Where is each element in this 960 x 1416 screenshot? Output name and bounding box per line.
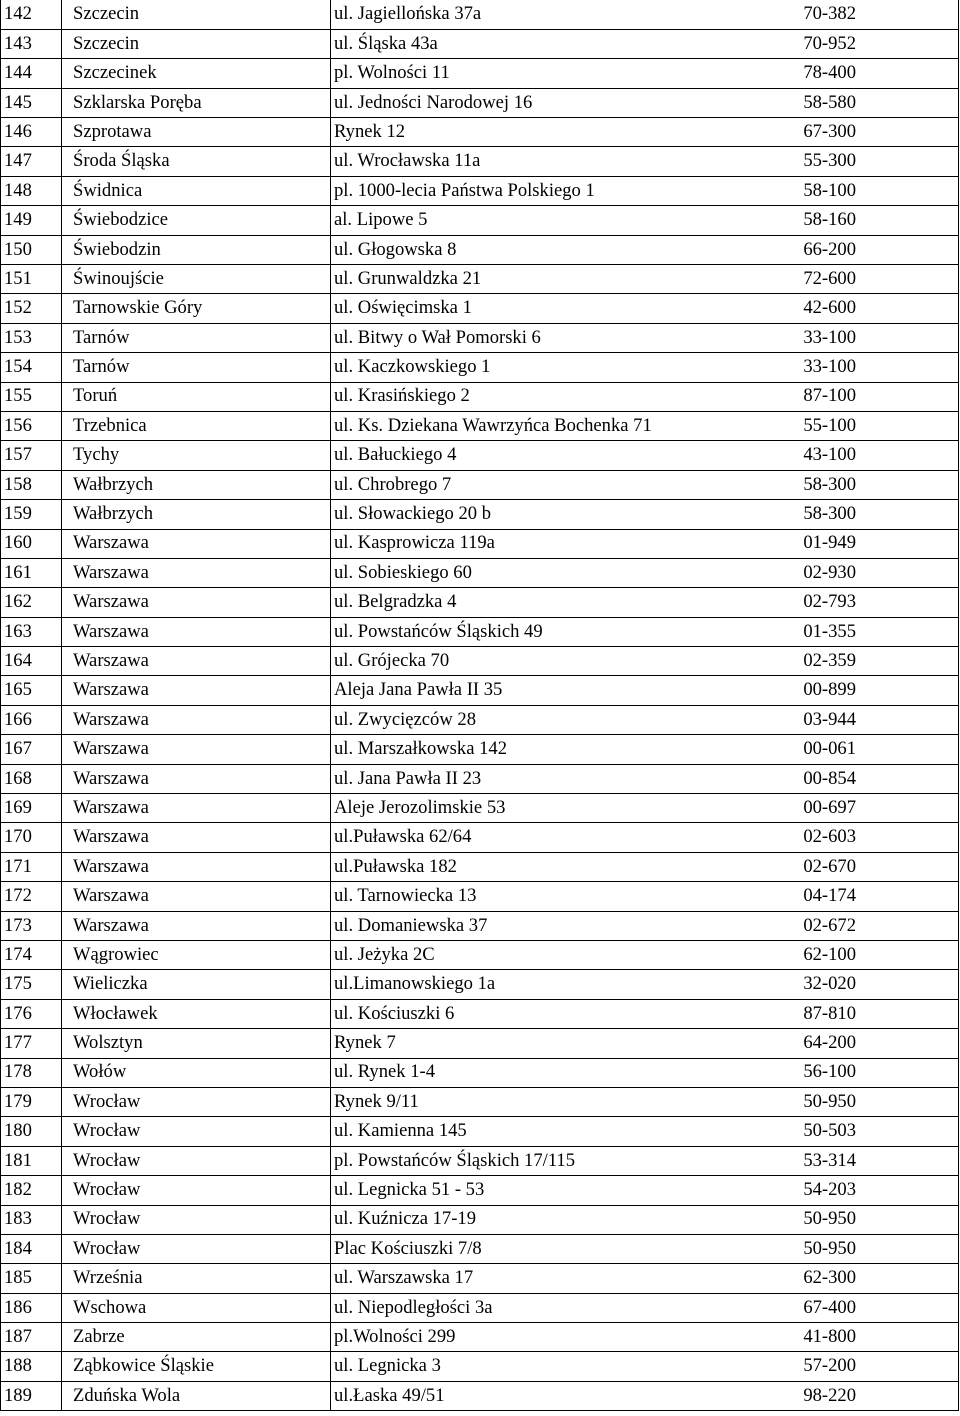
postal-code-cell: 00-854 (737, 764, 959, 793)
address-cell: ul. Grunwaldzka 21 (331, 265, 737, 294)
postal-code-cell: 42-600 (737, 294, 959, 323)
row-number: 175 (1, 970, 62, 999)
address-cell: ul. Śląska 43a (331, 29, 737, 58)
city-cell: Wrocław (62, 1146, 331, 1175)
table-row (1, 265, 959, 294)
table-row (1, 323, 959, 352)
city-cell: Świebodzice (62, 206, 331, 235)
city-cell: Tarnów (62, 323, 331, 352)
row-number: 156 (1, 411, 62, 440)
postal-code-cell: 01-355 (737, 617, 959, 646)
address-cell: ul.Łaska 49/51 (331, 1381, 737, 1410)
row-number: 154 (1, 353, 62, 382)
row-number: 170 (1, 823, 62, 852)
postal-code-cell: 70-382 (737, 0, 959, 29)
table-row (1, 88, 959, 117)
table-row (1, 1381, 959, 1410)
row-number: 173 (1, 911, 62, 940)
address-cell: ul. Domaniewska 37 (331, 911, 737, 940)
city-cell: Warszawa (62, 823, 331, 852)
row-number: 149 (1, 206, 62, 235)
postal-code-cell: 33-100 (737, 323, 959, 352)
row-number: 183 (1, 1205, 62, 1234)
address-cell: ul. Kaczkowskiego 1 (331, 353, 737, 382)
city-cell: Świebodzin (62, 235, 331, 264)
city-cell: Wałbrzych (62, 500, 331, 529)
postal-code-cell: 56-100 (737, 1058, 959, 1087)
table-row (1, 176, 959, 205)
postal-code-cell: 02-793 (737, 588, 959, 617)
address-cell: ul. Jana Pawła II 23 (331, 764, 737, 793)
table-row (1, 1323, 959, 1352)
city-cell: Wrocław (62, 1176, 331, 1205)
row-number: 158 (1, 470, 62, 499)
table-row (1, 852, 959, 881)
row-number: 153 (1, 323, 62, 352)
table-row (1, 470, 959, 499)
row-number: 143 (1, 29, 62, 58)
address-cell: pl. 1000-lecia Państwa Polskiego 1 (331, 176, 737, 205)
postal-code-cell: 57-200 (737, 1352, 959, 1381)
postal-code-cell: 66-200 (737, 235, 959, 264)
city-cell: Trzebnica (62, 411, 331, 440)
city-cell: Zduńska Wola (62, 1381, 331, 1410)
table-row (1, 1058, 959, 1087)
table-row (1, 588, 959, 617)
address-cell: ul. Tarnowiecka 13 (331, 882, 737, 911)
row-number: 189 (1, 1381, 62, 1410)
city-cell: Warszawa (62, 705, 331, 734)
table-row (1, 999, 959, 1028)
city-cell: Wrocław (62, 1234, 331, 1263)
postal-code-cell: 33-100 (737, 353, 959, 382)
table-row (1, 1029, 959, 1058)
city-cell: Warszawa (62, 558, 331, 587)
postal-code-cell: 58-580 (737, 88, 959, 117)
row-number: 159 (1, 500, 62, 529)
city-cell: Wołów (62, 1058, 331, 1087)
address-cell: Aleja Jana Pawła II 35 (331, 676, 737, 705)
postal-code-cell: 02-672 (737, 911, 959, 940)
address-cell: ul. Słowackiego 20 b (331, 500, 737, 529)
city-cell: Warszawa (62, 882, 331, 911)
address-cell: ul.Puławska 182 (331, 852, 737, 881)
table-row (1, 558, 959, 587)
table-row (1, 1352, 959, 1381)
postal-code-cell: 54-203 (737, 1176, 959, 1205)
address-cell: Aleje Jerozolimskie 53 (331, 794, 737, 823)
table-row (1, 794, 959, 823)
table-row (1, 705, 959, 734)
address-cell: ul. Belgradzka 4 (331, 588, 737, 617)
city-cell: Tarnów (62, 353, 331, 382)
row-number: 164 (1, 647, 62, 676)
row-number: 177 (1, 1029, 62, 1058)
table-row (1, 529, 959, 558)
city-cell: Włocławek (62, 999, 331, 1028)
postal-code-cell: 04-174 (737, 882, 959, 911)
postal-code-cell: 50-503 (737, 1117, 959, 1146)
row-number: 165 (1, 676, 62, 705)
postal-code-cell: 32-020 (737, 970, 959, 999)
row-number: 167 (1, 735, 62, 764)
row-number: 157 (1, 441, 62, 470)
address-cell: ul. Legnicka 51 - 53 (331, 1176, 737, 1205)
address-cell: pl. Wolności 11 (331, 59, 737, 88)
table-row (1, 206, 959, 235)
city-cell: Wschowa (62, 1293, 331, 1322)
postal-code-cell: 00-899 (737, 676, 959, 705)
table-row (1, 676, 959, 705)
address-cell: ul.Limanowskiego 1a (331, 970, 737, 999)
row-number: 172 (1, 882, 62, 911)
city-cell: Ząbkowice Śląskie (62, 1352, 331, 1381)
postal-code-cell: 58-100 (737, 176, 959, 205)
row-number: 145 (1, 88, 62, 117)
city-cell: Warszawa (62, 676, 331, 705)
row-number: 142 (1, 0, 62, 29)
row-number: 166 (1, 705, 62, 734)
postal-code-cell: 50-950 (737, 1205, 959, 1234)
address-cell: ul. Wrocławska 11a (331, 147, 737, 176)
city-cell: Tarnowskie Góry (62, 294, 331, 323)
row-number: 169 (1, 794, 62, 823)
row-number: 171 (1, 852, 62, 881)
address-cell: ul. Krasińskiego 2 (331, 382, 737, 411)
address-cell: ul. Bitwy o Wał Pomorski 6 (331, 323, 737, 352)
row-number: 188 (1, 1352, 62, 1381)
row-number: 176 (1, 999, 62, 1028)
table-row (1, 911, 959, 940)
table-row (1, 647, 959, 676)
table-row (1, 59, 959, 88)
postal-code-cell: 62-300 (737, 1264, 959, 1293)
row-number: 148 (1, 176, 62, 205)
row-number: 185 (1, 1264, 62, 1293)
city-cell: Warszawa (62, 735, 331, 764)
city-cell: Wieliczka (62, 970, 331, 999)
address-cell: ul. Warszawska 17 (331, 1264, 737, 1293)
table-row (1, 0, 959, 29)
postal-code-cell: 02-930 (737, 558, 959, 587)
city-cell: Szczecinek (62, 59, 331, 88)
address-cell: ul. Kościuszki 6 (331, 999, 737, 1028)
table-row (1, 1146, 959, 1175)
address-cell: ul.Puławska 62/64 (331, 823, 737, 852)
table-row (1, 1176, 959, 1205)
city-cell: Wrocław (62, 1087, 331, 1116)
row-number: 155 (1, 382, 62, 411)
postal-code-cell: 50-950 (737, 1087, 959, 1116)
postal-code-cell: 87-100 (737, 382, 959, 411)
row-number: 179 (1, 1087, 62, 1116)
city-cell: Szklarska Poręba (62, 88, 331, 117)
row-number: 168 (1, 764, 62, 793)
table-row (1, 147, 959, 176)
table-row (1, 382, 959, 411)
address-table-body (1, 0, 959, 1411)
table-row (1, 500, 959, 529)
postal-code-cell: 58-300 (737, 500, 959, 529)
postal-code-cell: 64-200 (737, 1029, 959, 1058)
address-cell: ul. Legnicka 3 (331, 1352, 737, 1381)
table-row (1, 941, 959, 970)
address-cell: ul. Sobieskiego 60 (331, 558, 737, 587)
city-cell: Wrocław (62, 1205, 331, 1234)
city-cell: Warszawa (62, 852, 331, 881)
postal-code-cell: 62-100 (737, 941, 959, 970)
city-cell: Zabrze (62, 1323, 331, 1352)
table-row (1, 1087, 959, 1116)
city-cell: Tychy (62, 441, 331, 470)
table-row (1, 1117, 959, 1146)
address-cell: ul. Głogowska 8 (331, 235, 737, 264)
city-cell: Warszawa (62, 764, 331, 793)
postal-code-cell: 43-100 (737, 441, 959, 470)
postal-code-cell: 55-300 (737, 147, 959, 176)
table-row (1, 617, 959, 646)
address-cell: ul. Niepodległości 3a (331, 1293, 737, 1322)
city-cell: Wałbrzych (62, 470, 331, 499)
city-cell: Wolsztyn (62, 1029, 331, 1058)
row-number: 146 (1, 118, 62, 147)
row-number: 161 (1, 558, 62, 587)
address-cell: ul. Rynek 1-4 (331, 1058, 737, 1087)
row-number: 186 (1, 1293, 62, 1322)
row-number: 162 (1, 588, 62, 617)
table-row (1, 1293, 959, 1322)
address-cell: ul. Jagiellońska 37a (331, 0, 737, 29)
address-cell: pl. Powstańców Śląskich 17/115 (331, 1146, 737, 1175)
table-row (1, 735, 959, 764)
city-cell: Świnoujście (62, 265, 331, 294)
postal-code-cell: 72-600 (737, 265, 959, 294)
address-cell: ul. Kuźnicza 17-19 (331, 1205, 737, 1234)
postal-code-cell: 58-300 (737, 470, 959, 499)
table-row (1, 1264, 959, 1293)
city-cell: Warszawa (62, 588, 331, 617)
address-cell: ul. Kamienna 145 (331, 1117, 737, 1146)
postal-code-cell: 41-800 (737, 1323, 959, 1352)
address-cell: ul. Powstańców Śląskich 49 (331, 617, 737, 646)
postal-code-cell: 78-400 (737, 59, 959, 88)
address-cell: Rynek 7 (331, 1029, 737, 1058)
table-row (1, 970, 959, 999)
city-cell: Wągrowiec (62, 941, 331, 970)
row-number: 147 (1, 147, 62, 176)
address-cell: ul. Kasprowicza 119a (331, 529, 737, 558)
table-row (1, 118, 959, 147)
row-number: 178 (1, 1058, 62, 1087)
row-number: 160 (1, 529, 62, 558)
address-cell: ul. Chrobrego 7 (331, 470, 737, 499)
row-number: 187 (1, 1323, 62, 1352)
city-cell: Warszawa (62, 794, 331, 823)
address-cell: ul. Jeżyka 2C (331, 941, 737, 970)
address-cell: Plac Kościuszki 7/8 (331, 1234, 737, 1263)
address-cell: ul. Marszałkowska 142 (331, 735, 737, 764)
table-row (1, 1234, 959, 1263)
row-number: 163 (1, 617, 62, 646)
row-number: 151 (1, 265, 62, 294)
row-number: 152 (1, 294, 62, 323)
address-cell: ul. Zwycięzców 28 (331, 705, 737, 734)
postal-code-cell: 98-220 (737, 1381, 959, 1410)
address-cell: ul. Oświęcimska 1 (331, 294, 737, 323)
row-number: 150 (1, 235, 62, 264)
table-row (1, 823, 959, 852)
city-cell: Szczecin (62, 29, 331, 58)
city-cell: Szprotawa (62, 118, 331, 147)
row-number: 180 (1, 1117, 62, 1146)
postal-code-cell: 02-670 (737, 852, 959, 881)
postal-code-cell: 55-100 (737, 411, 959, 440)
postal-code-cell: 00-061 (737, 735, 959, 764)
city-cell: Września (62, 1264, 331, 1293)
postal-code-cell: 53-314 (737, 1146, 959, 1175)
row-number: 174 (1, 941, 62, 970)
address-cell: ul. Jedności Narodowej 16 (331, 88, 737, 117)
city-cell: Warszawa (62, 647, 331, 676)
table-row (1, 441, 959, 470)
city-cell: Wrocław (62, 1117, 331, 1146)
city-cell: Toruń (62, 382, 331, 411)
table-row (1, 882, 959, 911)
row-number: 182 (1, 1176, 62, 1205)
table-row (1, 1205, 959, 1234)
table-row (1, 294, 959, 323)
row-number: 144 (1, 59, 62, 88)
postal-code-cell: 03-944 (737, 705, 959, 734)
city-cell: Środa Śląska (62, 147, 331, 176)
table-row (1, 353, 959, 382)
postal-code-cell: 50-950 (737, 1234, 959, 1263)
city-cell: Świdnica (62, 176, 331, 205)
postal-code-cell: 02-603 (737, 823, 959, 852)
city-cell: Warszawa (62, 617, 331, 646)
city-cell: Warszawa (62, 529, 331, 558)
address-cell: ul. Grójecka 70 (331, 647, 737, 676)
address-cell: Rynek 9/11 (331, 1087, 737, 1116)
table-row (1, 411, 959, 440)
address-cell: al. Lipowe 5 (331, 206, 737, 235)
postal-code-cell: 02-359 (737, 647, 959, 676)
row-number: 184 (1, 1234, 62, 1263)
postal-code-cell: 67-300 (737, 118, 959, 147)
table-row (1, 235, 959, 264)
city-cell: Warszawa (62, 911, 331, 940)
postal-code-cell: 00-697 (737, 794, 959, 823)
address-cell: Rynek 12 (331, 118, 737, 147)
postal-code-cell: 58-160 (737, 206, 959, 235)
city-cell: Szczecin (62, 0, 331, 29)
address-cell: ul. Bałuckiego 4 (331, 441, 737, 470)
address-cell: pl.Wolności 299 (331, 1323, 737, 1352)
row-number: 181 (1, 1146, 62, 1175)
postal-code-cell: 01-949 (737, 529, 959, 558)
postal-code-cell: 87-810 (737, 999, 959, 1028)
address-cell: ul. Ks. Dziekana Wawrzyńca Bochenka 71 (331, 411, 737, 440)
table-row (1, 29, 959, 58)
postal-code-cell: 70-952 (737, 29, 959, 58)
table-row (1, 764, 959, 793)
postal-code-cell: 67-400 (737, 1293, 959, 1322)
